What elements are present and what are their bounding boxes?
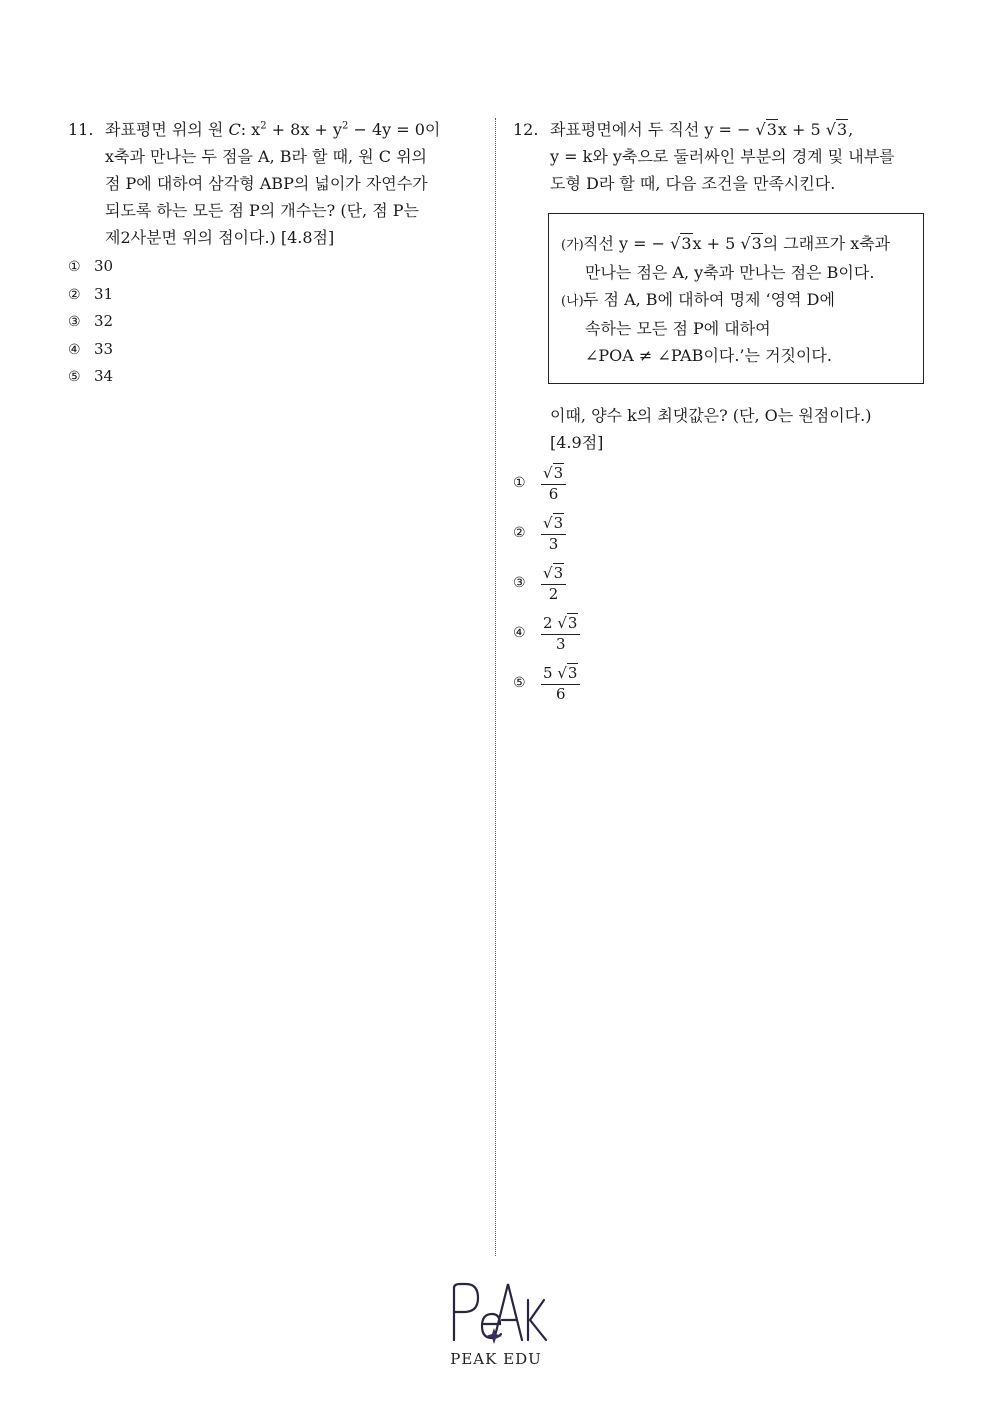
fraction: $\frac{√3}{2}$ bbox=[541, 564, 566, 603]
q12-number: 12. bbox=[513, 120, 539, 139]
q11-line-4: 되도록 하는 모든 점 P의 개수는? (단, 점 P는 bbox=[105, 201, 419, 220]
q11-choice-2[interactable]: ② 31 bbox=[68, 284, 114, 303]
q11-line-5: 제2사분면 위의 점이다.) [4.8점] bbox=[105, 228, 335, 247]
q12-choices bbox=[513, 458, 928, 708]
q11-choice-4[interactable]: ④ 33 bbox=[68, 339, 114, 358]
fraction: $\frac{2 √3}{3}$ bbox=[541, 614, 580, 653]
fraction: $\frac{5 √3}{6}$ bbox=[541, 664, 580, 703]
peak-logo-mark bbox=[444, 1280, 548, 1346]
q12-line-1: 12. 좌표평면에서 두 직선 y = − √3x + 5 √3, bbox=[513, 116, 928, 143]
q12-choice-5[interactable]: ⑤ $\frac{5 √3}{6}$ bbox=[513, 658, 928, 708]
q11-choice-3[interactable]: ③ 32 bbox=[68, 312, 114, 330]
peak-logo-text: PEAK EDU bbox=[450, 1350, 542, 1368]
q12-choice-3[interactable]: ③ $\frac{√3}{2}$ bbox=[513, 558, 928, 608]
q12-line-2: y = k와 y축으로 둘러싸인 부분의 경계 및 내부를 bbox=[550, 147, 895, 166]
peak-logo bbox=[441, 1280, 551, 1368]
q11-line-2: x축과 만나는 두 점을 A, B라 할 때, 원 C 위의 bbox=[105, 147, 427, 166]
q11-choice-5[interactable]: ⑤ 34 bbox=[68, 367, 114, 385]
fraction: $\frac{√3}{3}$ bbox=[541, 514, 566, 553]
question-12 bbox=[513, 116, 928, 708]
condition-b-line-2: 속하는 모든 점 P에 대하여 bbox=[585, 319, 771, 338]
fraction: $\frac{√3}{6}$ bbox=[541, 464, 566, 503]
condition-box bbox=[548, 213, 924, 384]
condition-b-mark: (나) bbox=[561, 294, 584, 309]
q12-line-3: 도형 D라 할 때, 다음 조건을 만족시킨다. bbox=[550, 174, 836, 193]
condition-b-line-3: ∠POA ≠ ∠PAB이다.’는 거짓이다. bbox=[585, 346, 832, 365]
q12-choice-1[interactable]: ① $\frac{√3}{6}$ bbox=[513, 458, 928, 508]
column-divider bbox=[495, 118, 496, 1256]
q11-choices bbox=[68, 253, 478, 391]
condition-a-mark: (가) bbox=[561, 238, 584, 253]
q11-number: 11. bbox=[68, 120, 94, 139]
question-11 bbox=[68, 116, 478, 391]
q11-line-3: 점 P에 대하여 삼각형 ABP의 넓이가 자연수가 bbox=[105, 174, 428, 193]
q11-choice-1[interactable]: ① 30 bbox=[68, 257, 114, 275]
q12-choice-4[interactable]: ④ $\frac{2 √3}{3}$ bbox=[513, 608, 928, 658]
condition-a-line-1: (가)직선 y = − √3x + 5 √3의 그래프가 x축과 bbox=[561, 230, 913, 259]
q12-after-line-2: [4.9점] bbox=[550, 433, 604, 452]
q12-question-stem bbox=[513, 402, 928, 456]
condition-a-line-2: 만나는 점은 A, y축과 만나는 점은 B이다. bbox=[585, 263, 875, 282]
q12-after-line-1: 이때, 양수 k의 최댓값은? (단, O는 원점이다.) bbox=[550, 406, 872, 425]
q11-line-1: 11. 좌표평면 위의 원 C: $x^2 + 8x + y^2 - 4y = 0$이 bbox=[68, 116, 478, 143]
condition-b-line-1: (나)두 점 A, B에 대하여 명제 ‘영역 D에 bbox=[561, 286, 913, 315]
q12-choice-2[interactable]: ② $\frac{√3}{3}$ bbox=[513, 508, 928, 558]
